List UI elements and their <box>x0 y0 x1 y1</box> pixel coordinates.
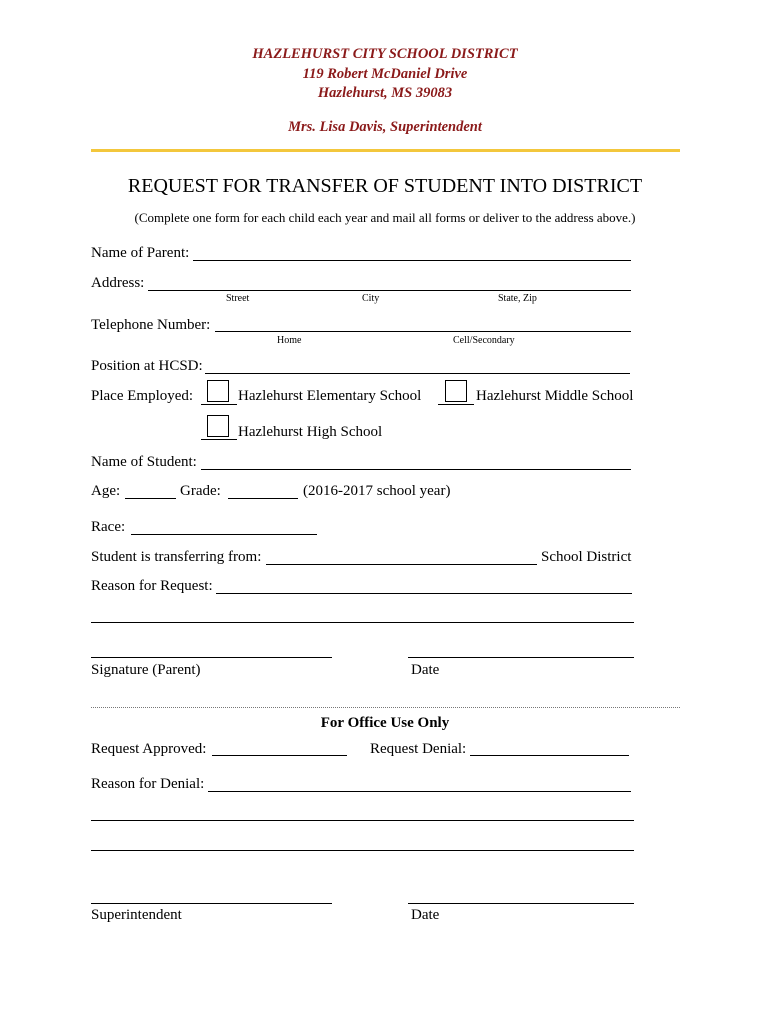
superintendent-date-field[interactable] <box>408 903 634 904</box>
form-title: REQUEST FOR TRANSFER OF STUDENT INTO DISTRICT <box>127 175 643 197</box>
middle-underline <box>438 404 474 405</box>
address-field[interactable] <box>148 290 631 291</box>
transferring-from-label: Student is transferring from: <box>91 549 262 565</box>
position-field[interactable] <box>205 373 630 374</box>
reason-denial-field[interactable] <box>208 791 631 792</box>
elementary-school-label: Hazlehurst Elementary School <box>238 388 422 404</box>
parent-name-field[interactable] <box>193 260 631 261</box>
student-name-label: Name of Student: <box>91 454 197 470</box>
header-divider <box>91 149 680 152</box>
telephone-label: Telephone Number: <box>91 317 211 333</box>
office-use-heading: For Office Use Only <box>320 715 450 731</box>
superintendent-label: Superintendent <box>91 907 182 923</box>
superintendent-signature-field[interactable] <box>91 903 332 904</box>
request-approved-field[interactable] <box>212 755 347 756</box>
reason-label: Reason for Request: <box>91 578 213 594</box>
address-label: Address: <box>91 275 145 291</box>
school-district-suffix: School District <box>541 549 632 565</box>
place-employed-label: Place Employed: <box>91 388 194 404</box>
transferring-from-field[interactable] <box>266 564 537 565</box>
district-name: HAZLEHURST CITY SCHOOL DISTRICT <box>252 46 518 62</box>
parent-name-label: Name of Parent: <box>91 245 190 261</box>
middle-school-label: Hazlehurst Middle School <box>476 388 634 404</box>
reason-field-continued[interactable] <box>91 622 634 623</box>
telephone-cell-caption: Cell/Secondary <box>453 335 515 346</box>
superintendent-date-label: Date <box>411 907 440 923</box>
telephone-home-caption: Home <box>277 335 302 346</box>
grade-field[interactable] <box>228 498 298 499</box>
reason-denial-field-line-2[interactable] <box>91 820 634 821</box>
telephone-field[interactable] <box>215 331 631 332</box>
district-street: 119 Robert McDaniel Drive <box>302 66 468 82</box>
middle-checkbox[interactable] <box>445 380 467 402</box>
high-checkbox[interactable] <box>207 415 229 437</box>
elementary-underline <box>201 404 237 405</box>
parent-date-field[interactable] <box>408 657 634 658</box>
request-denial-label: Request Denial: <box>370 741 467 757</box>
parent-signature-field[interactable] <box>91 657 332 658</box>
parent-date-label: Date <box>411 662 440 678</box>
elementary-checkbox[interactable] <box>207 380 229 402</box>
address-state-zip-caption: State, Zip <box>498 293 537 304</box>
superintendent-name: Mrs. Lisa Davis, Superintendent <box>288 119 482 135</box>
age-field[interactable] <box>125 498 176 499</box>
address-city-caption: City <box>362 293 380 304</box>
form-instructions: (Complete one form for each child each year and mail all forms or deliver to the address above.) <box>134 210 636 225</box>
address-street-caption: Street <box>226 293 250 304</box>
office-divider <box>91 707 680 708</box>
high-school-label: Hazlehurst High School <box>238 424 383 440</box>
reason-field[interactable] <box>216 593 632 594</box>
request-denial-field[interactable] <box>470 755 629 756</box>
request-approved-label: Request Approved: <box>91 741 207 757</box>
district-city-state-zip: Hazlehurst, MS 39083 <box>317 85 453 101</box>
race-field[interactable] <box>131 534 317 535</box>
reason-denial-field-line-3[interactable] <box>91 850 634 851</box>
age-label: Age: <box>91 483 121 499</box>
reason-denial-label: Reason for Denial: <box>91 776 205 792</box>
signature-parent-label: Signature (Parent) <box>91 662 201 678</box>
school-year-label: (2016-2017 school year) <box>303 483 451 499</box>
race-label: Race: <box>91 519 126 535</box>
position-label: Position at HCSD: <box>91 358 203 374</box>
high-underline <box>201 439 237 440</box>
student-name-field[interactable] <box>201 469 631 470</box>
grade-label: Grade: <box>180 483 221 499</box>
